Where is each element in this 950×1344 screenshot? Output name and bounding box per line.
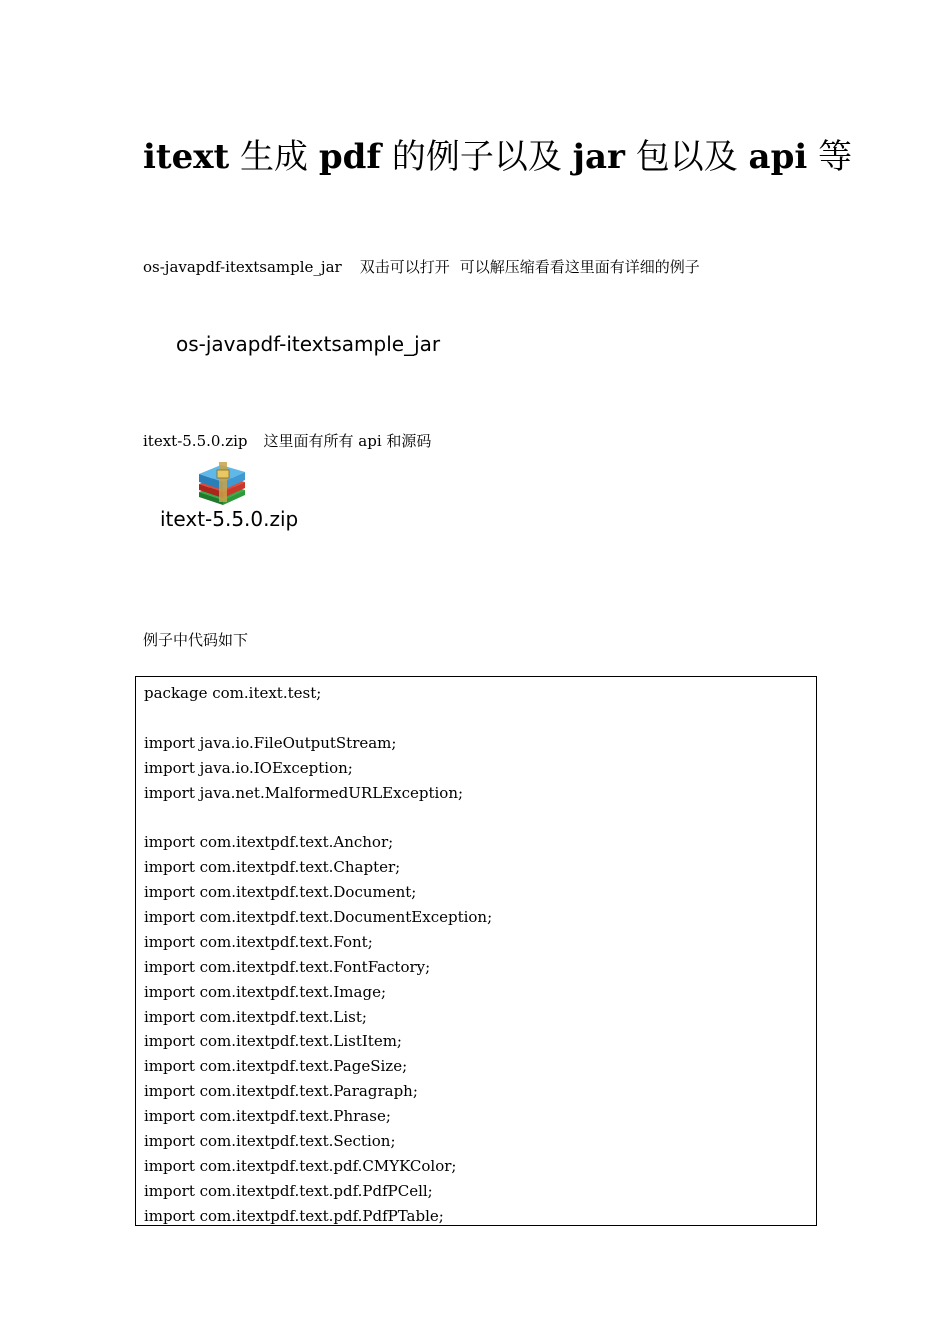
code-line: import java.io.IOException; bbox=[144, 758, 353, 777]
title-part-text2: 的例子以及 bbox=[381, 137, 573, 177]
code-line bbox=[144, 706, 492, 731]
second-desc: 这里面有所有 api 和源码 bbox=[263, 432, 432, 450]
code-line: import com.itextpdf.text.Phrase; bbox=[144, 1107, 391, 1126]
code-line: import java.io.FileOutputStream; bbox=[144, 733, 397, 752]
code-line: import com.itextpdf.text.pdf.PdfPCell; bbox=[144, 1181, 433, 1200]
code-line: import com.itextpdf.text.pdf.PdfPTable; bbox=[144, 1206, 444, 1225]
code-line: import com.itextpdf.text.Image; bbox=[144, 982, 387, 1001]
second-file-name: itext-5.5.0.zip bbox=[143, 432, 248, 450]
code-block bbox=[135, 676, 817, 1226]
code-line: import com.itextpdf.text.pdf.CMYKColor; bbox=[144, 1156, 457, 1175]
title-part-api: api bbox=[748, 137, 808, 177]
attachment-link-itext-zip[interactable]: itext-5.5.0.zip bbox=[160, 507, 299, 531]
code-line: import com.itextpdf.text.Anchor; bbox=[144, 833, 394, 852]
title-part-text1: 生成 bbox=[229, 137, 319, 177]
title-part-jar: jar bbox=[572, 137, 625, 177]
intro-desc2: 可以解压缩看看这里面有详细的例子 bbox=[459, 258, 700, 276]
page-title bbox=[143, 134, 852, 180]
code-line: import com.itextpdf.text.ListItem; bbox=[144, 1032, 402, 1051]
title-part-itext: itext bbox=[143, 137, 230, 177]
intro-desc1: 双击可以打开 bbox=[359, 258, 450, 276]
title-part-text3: 包以及 bbox=[624, 137, 749, 177]
intro-paragraph bbox=[143, 257, 700, 277]
code-intro: 例子中代码如下 bbox=[143, 631, 249, 649]
code-line: import java.net.MalformedURLException; bbox=[144, 783, 464, 802]
code-line: import com.itextpdf.text.FontFactory; bbox=[144, 957, 431, 976]
second-paragraph bbox=[143, 431, 431, 451]
code-lines bbox=[144, 681, 492, 1229]
title-part-pdf: pdf bbox=[318, 137, 382, 177]
code-line: import com.itextpdf.text.Paragraph; bbox=[144, 1082, 418, 1101]
code-line: package com.itext.test; bbox=[144, 684, 322, 702]
code-line: import com.itextpdf.text.DocumentException; bbox=[144, 908, 493, 927]
code-line: import com.itextpdf.text.Section; bbox=[144, 1132, 396, 1151]
code-line: import com.itextpdf.text.List; bbox=[144, 1007, 367, 1026]
attachment-link-sample-jar[interactable]: os-javapdf-itextsample_jar bbox=[176, 332, 441, 356]
code-line: import com.itextpdf.text.Chapter; bbox=[144, 858, 401, 877]
winrar-archive-icon[interactable] bbox=[193, 456, 249, 506]
code-line: import com.itextpdf.text.Document; bbox=[144, 883, 417, 902]
code-line bbox=[144, 805, 492, 830]
code-line: import com.itextpdf.text.PageSize; bbox=[144, 1057, 408, 1076]
title-part-text4: 等 bbox=[807, 137, 853, 177]
code-line: import com.itextpdf.text.Font; bbox=[144, 932, 373, 951]
intro-file-name: os-javapdf-itextsample_jar bbox=[143, 258, 342, 276]
